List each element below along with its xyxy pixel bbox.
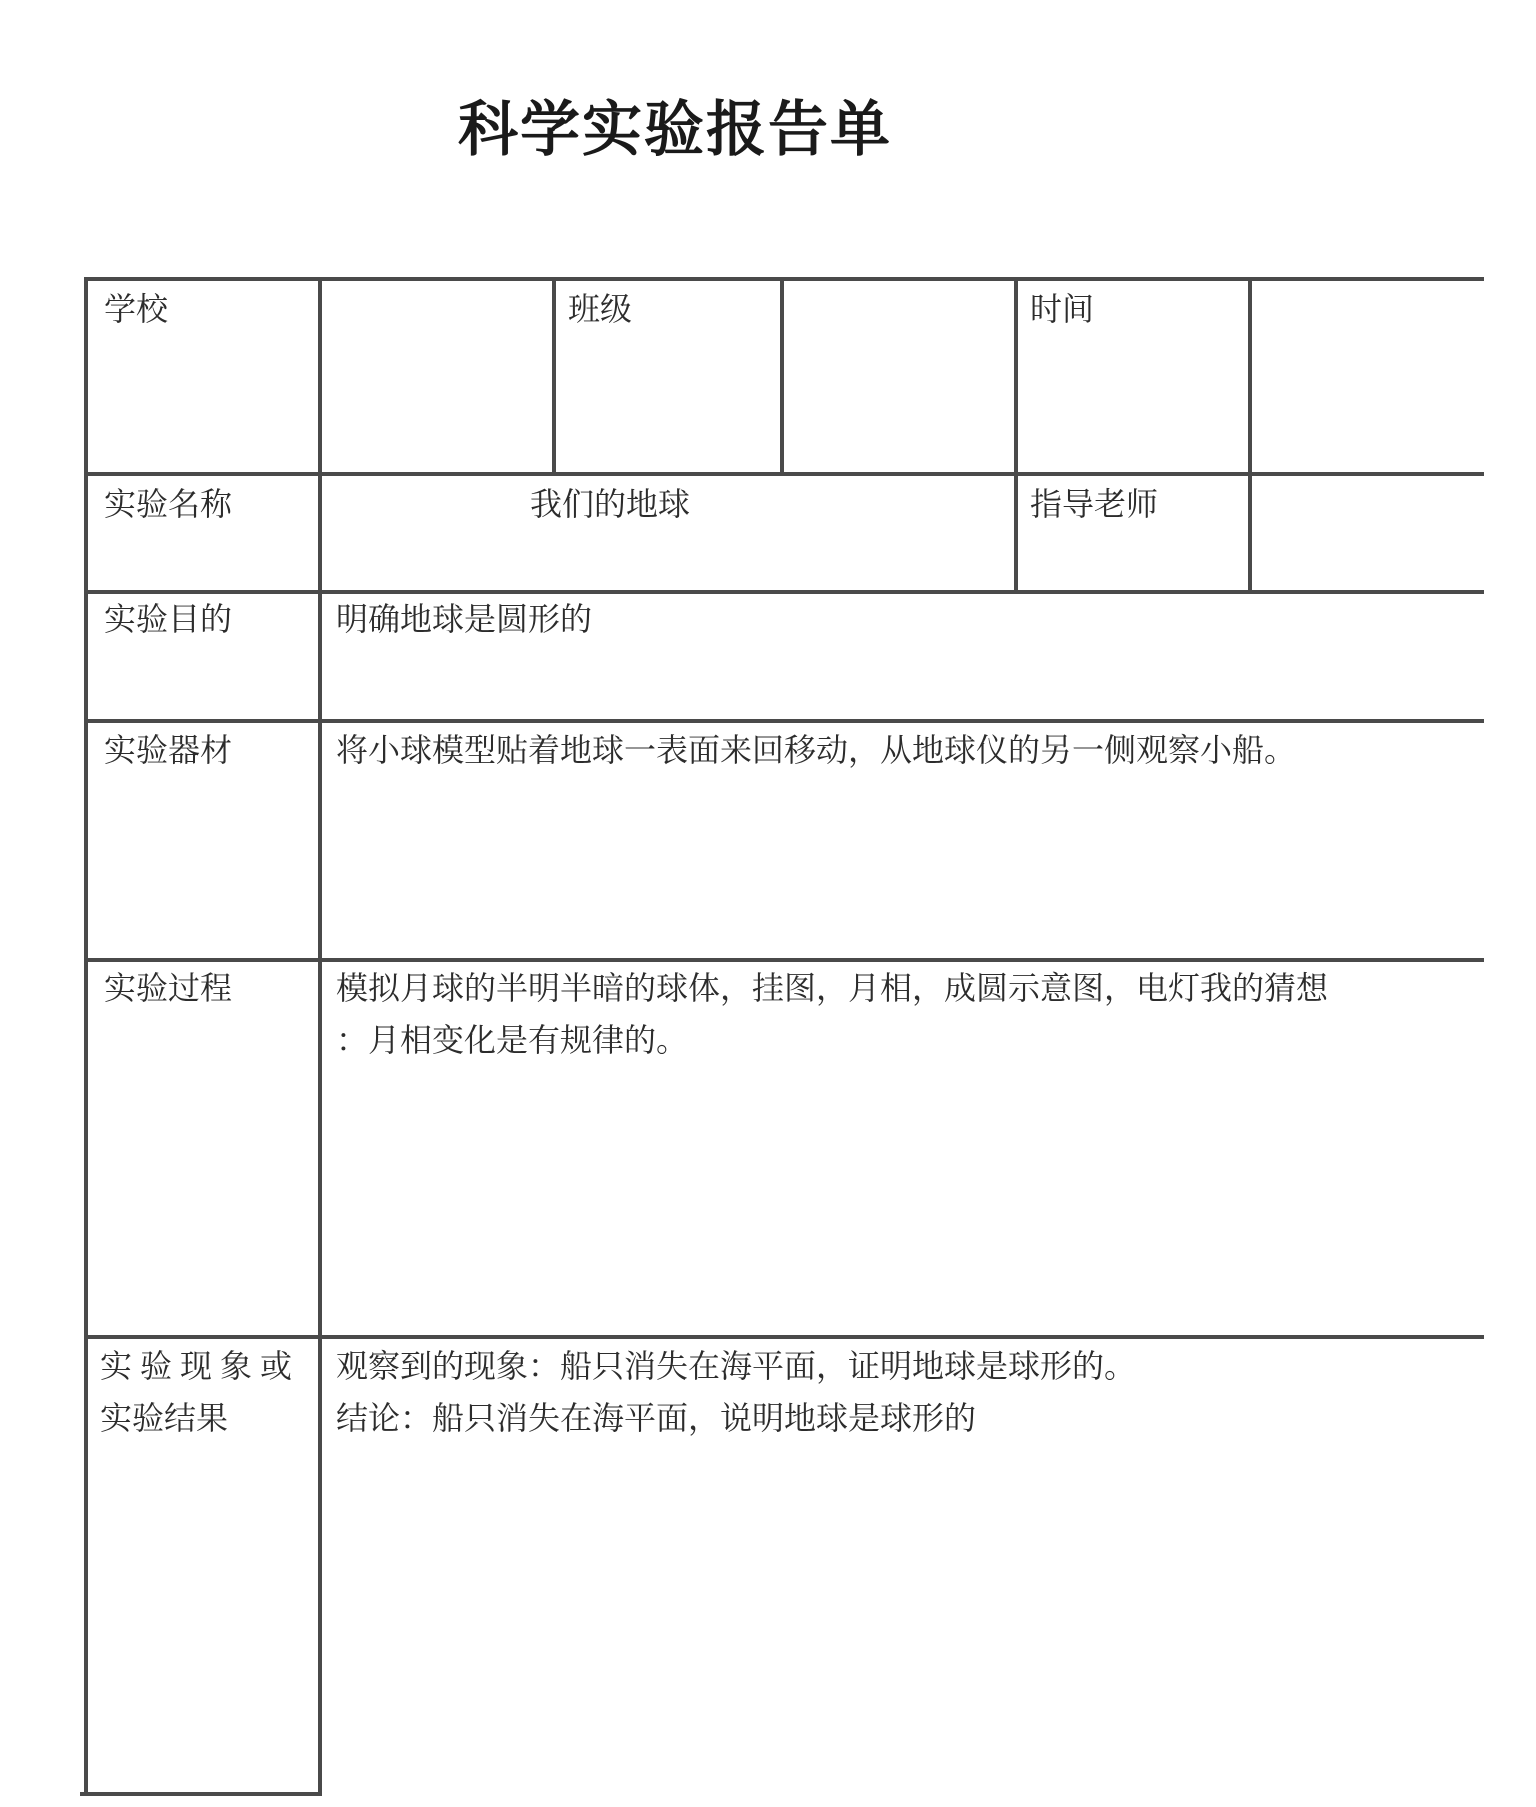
- row-divider: [84, 719, 1484, 723]
- column-divider: [552, 277, 556, 474]
- school-value-cell[interactable]: [322, 283, 548, 468]
- experiment-result-line-1: 观察到的现象：船只消失在海平面，证明地球是球形的。: [336, 1347, 1137, 1385]
- experiment-materials-label: 实验器材: [104, 731, 233, 769]
- school-label: 学校: [104, 290, 169, 328]
- experiment-result-label-line-1: 实验现象或: [100, 1347, 301, 1385]
- page-title: 科学实验报告单: [458, 95, 892, 165]
- column-divider: [318, 277, 322, 1796]
- row-divider: [84, 590, 1484, 594]
- table-border-top: [84, 277, 1484, 281]
- row-divider: [84, 472, 1484, 476]
- time-label: 时间: [1030, 290, 1095, 328]
- column-divider: [1014, 277, 1018, 592]
- experiment-result-line-2: 结论：船只消失在海平面，说明地球是球形的: [336, 1399, 977, 1437]
- teacher-value-cell[interactable]: [1252, 478, 1478, 586]
- table-border-left: [84, 277, 88, 1796]
- teacher-label: 指导老师: [1030, 485, 1159, 523]
- experiment-purpose-label: 实验目的: [104, 600, 233, 638]
- experiment-materials-value: 将小球模型贴着地球一表面来回移动，从地球仪的另一侧观察小船。: [336, 731, 1297, 769]
- experiment-process-label: 实验过程: [104, 969, 233, 1007]
- time-value-cell[interactable]: [1252, 283, 1478, 468]
- experiment-process-line-1: 模拟月球的半明半暗的球体，挂图，月相，成圆示意图，电灯我的猜想: [336, 969, 1329, 1007]
- experiment-name-label: 实验名称: [104, 485, 233, 523]
- class-label: 班级: [568, 290, 633, 328]
- row-divider: [84, 1335, 1484, 1339]
- class-value-cell[interactable]: [784, 283, 1010, 468]
- experiment-purpose-value: 明确地球是圆形的: [336, 600, 593, 638]
- experiment-name-value: 我们的地球: [530, 485, 691, 523]
- experiment-process-line-2: ：月相变化是有规律的。: [336, 1021, 689, 1059]
- table-border-bottom: [80, 1792, 320, 1796]
- experiment-result-label-line-2: 实验结果: [100, 1399, 229, 1437]
